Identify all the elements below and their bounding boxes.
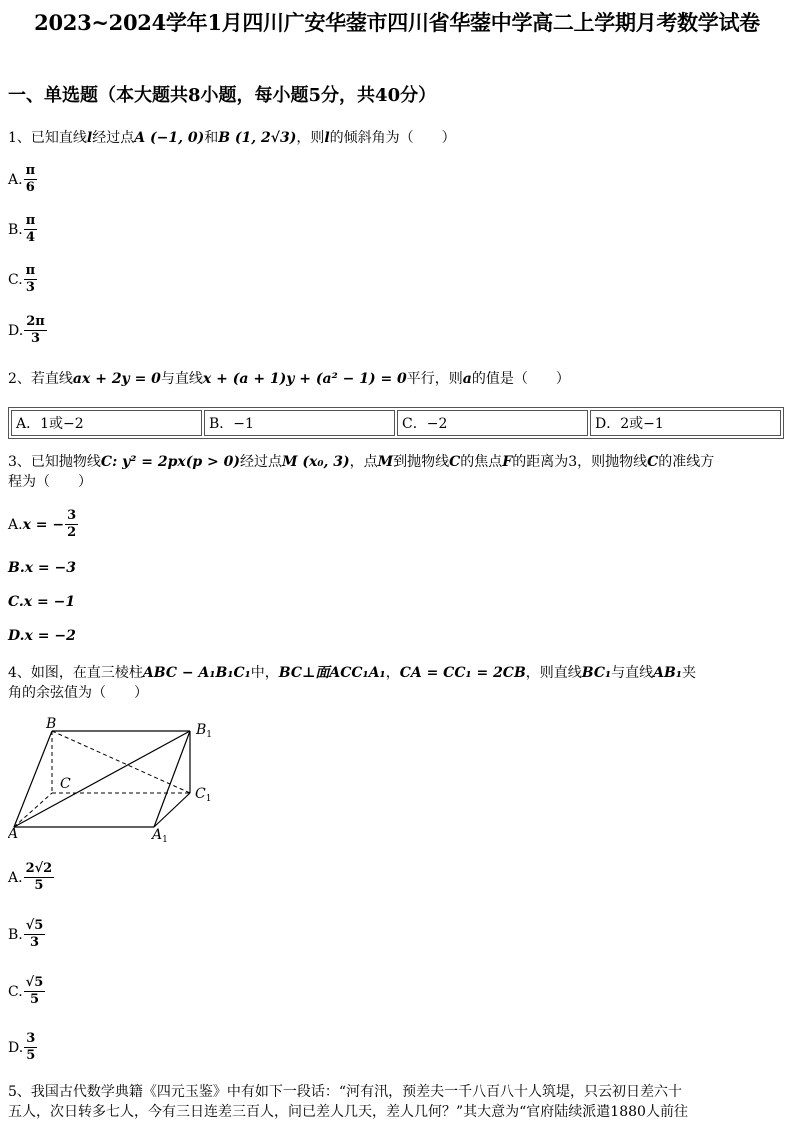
q3-text: 经过点 <box>240 454 282 470</box>
q2-text: 2、若直线 <box>8 371 73 387</box>
option-fraction <box>24 213 38 246</box>
q4-option-b[interactable] <box>8 918 45 951</box>
question-2 <box>8 367 784 391</box>
edge-a1c1 <box>154 793 190 827</box>
q2-line-2: x + (a + 1)y + (a² − 1) = 0 <box>202 371 407 387</box>
denominator: 6 <box>25 180 35 195</box>
numerator: π <box>25 213 36 228</box>
q2-option-d[interactable]: D．2或−1 <box>590 410 781 436</box>
q1-option-a[interactable] <box>8 163 37 196</box>
denominator: 5 <box>34 878 44 893</box>
q3-text: ，点 <box>349 454 378 470</box>
numerator: 3 <box>67 508 77 523</box>
q2-line-1: ax + 2y = 0 <box>72 371 161 387</box>
q1-text: 的倾斜角为（ ） <box>329 130 456 146</box>
question-5-line-2: 五人，次日转多七人，今有三日连差三百人，问已差人几天，差人几何？”其大意为“官府陆续派遣1880人前往 <box>8 1104 688 1120</box>
prism-figure <box>8 715 218 845</box>
q3-text: 3、已知抛物线 <box>8 454 101 470</box>
q1-option-b[interactable] <box>8 213 37 246</box>
option-label: C. <box>8 983 23 1000</box>
edge-b1a1 <box>154 731 190 827</box>
q3-var: C <box>647 454 659 470</box>
denominator: 5 <box>26 1048 36 1063</box>
label-b1 <box>195 722 212 740</box>
label-b1-letter: B <box>196 722 207 738</box>
question-5: 5、我国古代数学典籍《四元玉鉴》中有如下一段话：“河有汛，预差夫一千八百八十人筑堤，只云初日差六十 <box>8 1084 683 1100</box>
option-label: C. <box>8 271 23 288</box>
option-label: A. <box>8 516 23 533</box>
q2-options-table <box>8 407 784 439</box>
q1-option-c[interactable] <box>8 263 37 296</box>
numerator: π <box>25 263 36 278</box>
label-a1-letter: A <box>152 827 163 843</box>
label-b: B <box>46 716 57 732</box>
question-4-line-2: 角的余弦值为（ ） <box>8 685 148 701</box>
label-subscript: 1 <box>206 730 213 740</box>
numerator: 2√2 <box>25 861 53 876</box>
q4-text: 4、如图，在直三棱柱 <box>8 665 143 681</box>
q1-line-var: l <box>86 130 93 146</box>
q1-point-a: A (−1, 0) <box>134 130 205 146</box>
q4-prism: ABC − A₁B₁C₁ <box>142 665 251 681</box>
numerator: 3 <box>26 1031 36 1046</box>
q4-eq: CA = CC₁ = 2CB <box>399 665 526 681</box>
label-subscript: 1 <box>205 794 212 804</box>
q2-option-a[interactable]: A．1或−2 <box>11 410 202 436</box>
q2-option-c[interactable]: C．−2 <box>397 410 588 436</box>
q4-line-bc1: BC₁ <box>581 665 612 681</box>
q1-point-b: B (1, 2√3) <box>218 130 297 146</box>
q3-option-d[interactable] <box>8 628 76 644</box>
q4-line-ab1: AB₁ <box>653 665 682 681</box>
denominator: 2 <box>67 525 77 540</box>
label-subscript: 1 <box>162 835 168 845</box>
label-a1 <box>150 827 168 845</box>
option-label: A. <box>8 171 23 188</box>
q3-text: 的准线方 <box>658 454 715 470</box>
q1-line-var: l <box>324 130 330 146</box>
q4-option-a[interactable] <box>8 861 54 894</box>
edge-bc1 <box>52 731 190 793</box>
option-fraction <box>24 1031 37 1064</box>
numerator: √5 <box>25 918 44 933</box>
option-label: B. <box>8 926 23 943</box>
page-title: 2023~2024学年1月四川广安华蓥市四川省华蓥中学高二上学期月考数学试卷 <box>34 10 760 35</box>
denominator: 5 <box>29 992 39 1007</box>
numerator: π <box>25 163 36 178</box>
q3-option-b[interactable] <box>8 560 76 576</box>
section-heading: 一、单选题（本大题共8小题，每小题5分，共40分） <box>8 85 437 106</box>
option-fraction <box>24 918 46 951</box>
denominator: 4 <box>25 230 36 245</box>
q4-text: 中， <box>250 665 279 681</box>
q3-text: 的焦点 <box>460 454 503 470</box>
numerator: 2π <box>26 314 45 329</box>
question-1 <box>8 126 784 150</box>
q4-text: 与直线 <box>611 665 654 681</box>
label-c1-letter: C <box>195 786 206 802</box>
label-a: A <box>8 826 19 842</box>
q3-curve: C: y² = 2px(p > 0) <box>100 454 240 470</box>
q2-text: 的值是（ ） <box>471 371 570 387</box>
q3-point-m: M (x₀, 3) <box>282 454 350 470</box>
label-c1 <box>195 786 211 804</box>
option-label: B. <box>8 221 23 238</box>
option-label: D. <box>8 322 24 339</box>
q2-option-b[interactable]: B．−1 <box>204 410 395 436</box>
q3-var: F <box>502 454 513 470</box>
option-expr: B.x = −3 <box>8 560 77 576</box>
q3-option-c[interactable] <box>8 594 75 610</box>
q2-text: 与直线 <box>160 371 203 387</box>
option-expr: C.x = −1 <box>8 594 76 610</box>
q3-var: C <box>449 454 461 470</box>
denominator: 3 <box>30 935 40 950</box>
question-3-line-2: 程为（ ） <box>8 474 92 490</box>
denominator: 3 <box>25 280 35 295</box>
option-fraction <box>24 263 38 296</box>
q4-text: ，则直线 <box>525 665 582 681</box>
q4-perp: BC⊥面ACC₁A₁ <box>278 665 386 681</box>
option-fraction <box>24 163 38 196</box>
option-fraction <box>65 508 78 541</box>
option-expr: D.x = −2 <box>8 628 76 644</box>
q3-text: 到抛物线 <box>393 454 450 470</box>
q2-var-a: a <box>462 371 472 387</box>
q4-text: ， <box>385 665 400 681</box>
q1-text: 经过点 <box>92 130 135 146</box>
q4-option-c[interactable] <box>8 975 45 1008</box>
option-label: D. <box>8 1039 24 1056</box>
q2-text: 平行，则 <box>406 371 463 387</box>
option-expr: x = − <box>22 516 65 533</box>
label-c: C <box>60 776 71 792</box>
option-label: A. <box>8 869 23 886</box>
edge-ba <box>14 731 52 827</box>
q4-option-d[interactable] <box>8 1031 37 1064</box>
q1-option-d[interactable] <box>8 314 47 347</box>
q3-option-a[interactable] <box>8 508 78 541</box>
numerator: √5 <box>25 975 44 990</box>
denominator: 3 <box>30 331 40 346</box>
q4-text: 夹 <box>682 665 696 681</box>
option-fraction <box>24 861 55 894</box>
q1-text: ，则 <box>296 130 325 146</box>
option-fraction <box>24 975 46 1008</box>
q3-var: M <box>377 454 394 470</box>
q1-text: 和 <box>204 130 219 146</box>
edge-ab1 <box>14 731 190 827</box>
q1-text: 1、已知直线 <box>8 130 87 146</box>
q3-text: 的距离为3，则抛物线 <box>512 454 648 470</box>
option-fraction <box>24 314 47 347</box>
